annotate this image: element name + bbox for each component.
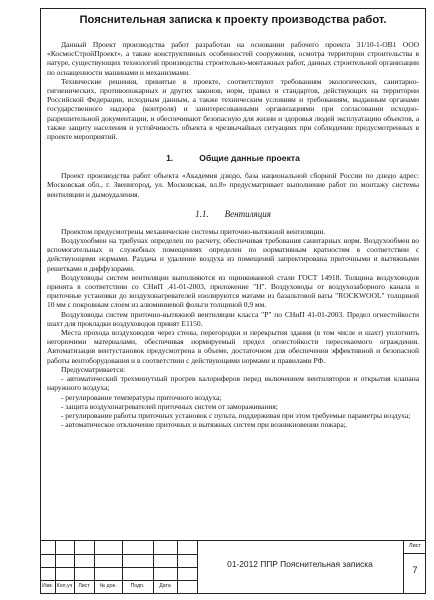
ventilation-paragraph: Места прохода воздуховодов через стены, перегородки и перекрытия здания (в том числе и шахт) уплотнить негорючими материалами, обеспечивая нормируемый предел огнестойкости пересекаемого ограждения. Автоматизация вентустановок предусмотрена в объеме, достаточном для обеспечения эффективной и безопасной работы вентоборудования и в соответствии с действующими нормами и правилами РФ. [47, 328, 419, 365]
list-item: - автоматический трехминутный прогрев калориферов перед включением вентиляторов и открытия клапана наружного воздуха; [47, 374, 419, 393]
subsection-number: 1.1. [195, 208, 209, 219]
title-block-stamp [40, 540, 426, 594]
intro-paragraph: Технические решения, принятые в проекте, соответствуют требованиям экологических, санитарно-гигиенических, противопожарных и других законов, норм, правил и стандартов, действующих на территории Российской Федерации, исходным данным, а также техническим условиям и требованиям, выданным органами государственного надзора (контроля) и заинтересованными организациями при согласовании исходно-разрешительной документации, и обеспечивают безопасную для жизни и здоровья людей эксплуатацию объектов, а также защиту населения и устойчивость объекта в чрезвычайных ситуациях при соблюдении предусмотренных в проекте мероприятий. [47, 76, 419, 142]
section-title: Общие данные проекта [199, 153, 300, 164]
stamp-document-title: 01-2012 ППР Пояснительная записка [227, 559, 373, 569]
stamp-col-header: Лист [78, 583, 90, 589]
intro-paragraph: Данный Проект производства работ разработан на основании рабочего проекта 31/10-1-ОВ1 ООО «КосмосСтройПроект», а также конструктивных особенностей сооружения, осмотра территории строительства в натуре, существующих технологий производства строительно-монтажных работ, данных строительной организации по оснащенности машинами и механизмами. [47, 40, 419, 77]
sheet-number: 7 [412, 565, 418, 575]
ventilation-paragraph: Проектом предусмотрены механические системы приточно-вытяжной вентиляции. [61, 226, 326, 236]
stamp-grid [40, 541, 197, 594]
list-item: - защита воздухонагревателей приточных систем от замораживания; [61, 401, 278, 411]
section-number: 1. [166, 153, 174, 164]
stamp-col-header: Дата [159, 583, 171, 589]
list-intro: Предусматривается: [61, 364, 126, 374]
stamp-col-header: № док. [99, 583, 117, 589]
list-item: - регулирование работы приточных установок с пульта, поддерживая при этом требуемые параметры воздуха; [61, 410, 411, 420]
section-paragraph: Проект производства работ объекта «Академия дзюдо, база национальной сборной России по дзюдо адрес: Московская обл., г. Звенигород, ул. Московская, вл.8» предусматривает выполнение работ по монтажу системы вентиляции и дымоудаления. [47, 171, 419, 199]
ventilation-paragraph: Воздуховоды систем вентиляции выполняются из оцинкованной стали ГОСТ 14918. Толщина воздуховодов принята в соответствии со СНиП .41-01-2003, приложение "Н". Воздуховоды от воздухозаборного канала и приточные установки до воздухонагревателей изолируются матами из базальтовой ваты "ROCKWOOL" толщиной 10 мм с покровным слоем из алюминиевой фольги толщиной 0,9 мм. [47, 272, 419, 310]
list-item: - автоматическое отключение приточных и вытяжных систем при возникновении пожара;. [61, 420, 348, 430]
document-body [47, 14, 419, 534]
stamp-col-header: Подп. [130, 583, 145, 589]
ventilation-paragraph: Воздуховоды систем приточно-вытяжной вентиляции класса "Р" по СНиП 41-01-2003. Предел огнестойкости шахт для прокладки воздуховодов принят Е1150. [47, 309, 419, 328]
subsection-title: Вентиляция [224, 208, 271, 219]
ventilation-paragraph: Воздухообмен на трибунах определен по расчету, обеспечивая требования санитарных норм. Воздухообмен во вспомогательных и служебных помещениях определен по нормативным кратностям в соответствии с действующими нормами. Раздача и удаление воздуха из помещений запректирована приточными и вытяжными решетками и диффузорами. [47, 236, 419, 273]
list-item: - регулирование температуры приточного воздуха; [61, 392, 222, 402]
stamp-col-header: Изм. [41, 583, 54, 589]
document-title: Пояснительная записка к проекту производства работ. [79, 14, 387, 26]
stamp-col-header: Кол.уч [56, 583, 73, 589]
section-heading [47, 153, 419, 163]
subsection-heading [47, 209, 419, 219]
sheet-label: Лист [409, 543, 421, 549]
